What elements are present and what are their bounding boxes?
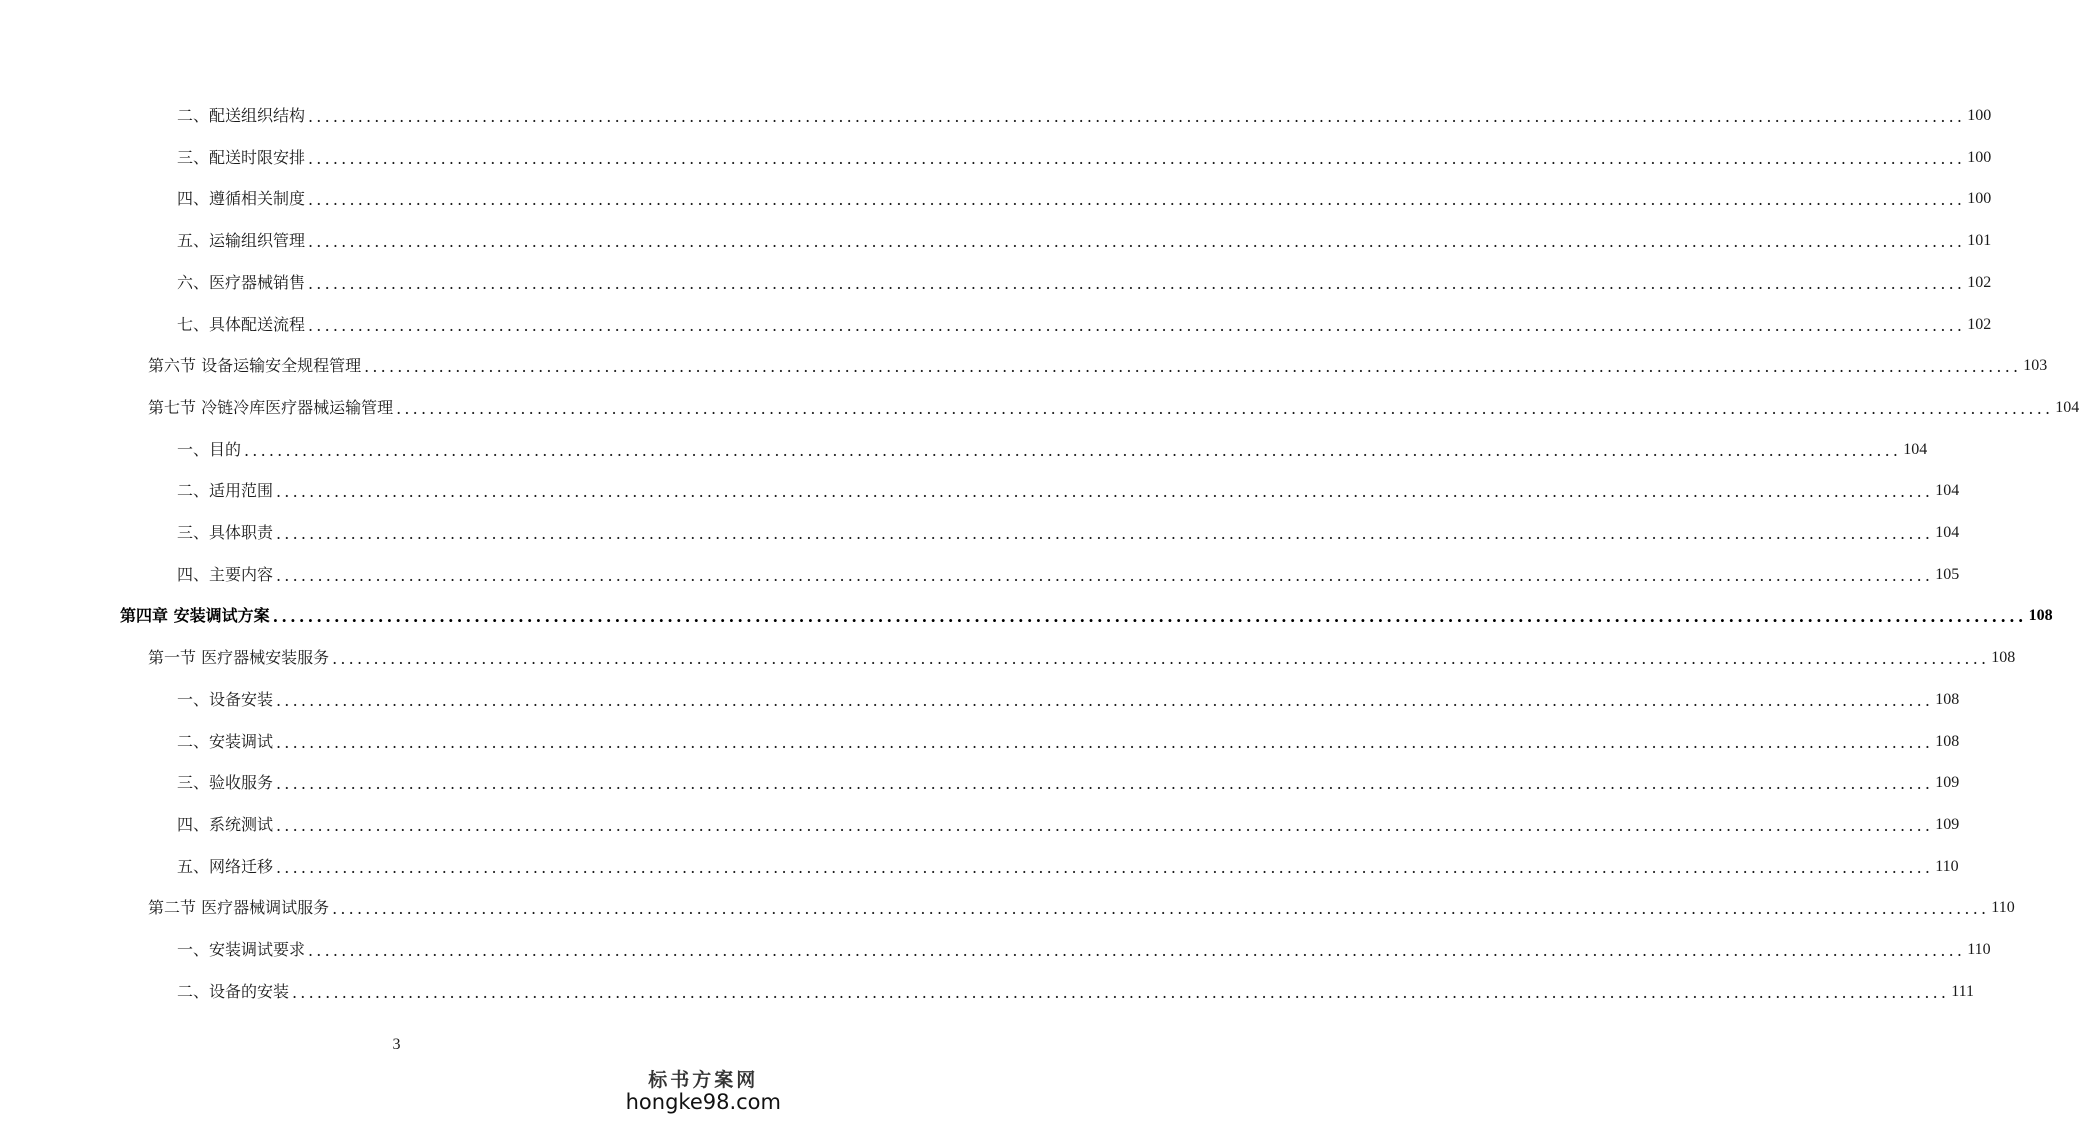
toc-dot-leader: ........................................................................................................................................................................................................ [308,273,1966,293]
toc-dot-leader: ........................................................................................................................................................................................................ [308,315,1966,335]
toc-entry-title: 第一节 医疗器械安装服务 [148,648,330,668]
toc-entry-item [177,851,1959,877]
toc-entry-page: 108 [1991,649,2016,667]
toc-dot-leader: ........................................................................................................................................................................................................ [364,357,2022,377]
toc-entry-section [148,392,2079,418]
page-number: 3 [392,1036,401,1053]
toc-entry-title: 三、具体职责 [177,523,274,542]
toc-entry-page: 109 [1935,815,1960,833]
toc-entry-title: 七、具体配送流程 [177,314,306,334]
toc-entry-page: 104 [1935,524,1960,541]
toc-entry-item [177,142,1992,168]
toc-dot-leader: ........................................................................................................................................................................................................ [276,732,1934,752]
toc-entry-title: 第四章 安装调试方案 [120,606,270,626]
toc-entry-item [177,684,1960,710]
watermark-url: hongke98.com [625,1090,781,1114]
toc-dot-leader: ........................................................................................................................................................................................................ [276,482,1934,502]
watermark-site-name: 标书方案网 [648,1069,759,1091]
toc-entry-page: 110 [1935,857,1959,875]
toc-dot-leader: ........................................................................................................................................................................................................ [332,649,1990,669]
toc-entry-title: 一、设备安装 [177,689,274,709]
toc-dot-leader: ........................................................................................................................................................................................................ [276,565,1934,585]
toc-entry-page: 108 [1935,690,1960,708]
toc-entry-item [177,225,1992,252]
toc-entry-title: 二、配送组织结构 [177,106,306,125]
toc-entry-item [177,267,1992,293]
toc-dot-leader: ........................................................................................................................................................................................................ [276,815,1934,835]
toc-entry-item [177,726,1960,752]
toc-entry-title: 第六节 设备运输安全规程管理 [148,356,362,376]
toc-dot-leader: ........................................................................................................................................................................................................ [332,899,1990,919]
toc-dot-leader: ........................................................................................................................................................................................................ [396,398,2054,418]
toc-dot-leader: ........................................................................................................................................................................................................ [276,690,1934,710]
toc-entry-page: 104 [1935,482,1960,500]
toc-entry-page: 104 [1903,440,1928,458]
toc-entry-item [177,517,1960,543]
toc-entry-item [177,434,1928,460]
toc-entry-page: 104 [2055,398,2079,416]
toc-entry-section [148,642,2016,669]
toc-entry-title: 四、主要内容 [177,564,274,584]
toc-entry-item [177,309,1992,335]
toc-entry-item [177,934,1991,960]
toc-entry-item [177,767,1960,794]
toc-entry-page: 102 [1967,273,1992,291]
toc-entry-page: 109 [1935,774,1960,792]
toc-entry-page: 100 [1967,148,1992,166]
toc-entry-title: 三、验收服务 [177,773,274,793]
toc-entry-page: 110 [1967,941,1991,958]
toc-entry-page: 102 [1967,315,1992,333]
toc-dot-leader: ........................................................................................................................................................................................................ [276,774,1934,794]
toc-entry-item [177,475,1960,502]
toc-entry-title: 四、遵循相关制度 [177,189,306,209]
toc-entry-title: 三、配送时限安排 [177,147,306,167]
toc-entry-item [177,100,1992,126]
toc-entry-title: 第二节 医疗器械调试服务 [148,898,330,918]
toc-entry-title: 一、目的 [177,439,242,459]
toc-dot-leader: ........................................................................................................................................................................................................ [308,232,1966,252]
toc-dot-leader: ........................................................................................................................................................................................................ [308,941,1966,960]
toc-entry-page: 103 [2023,357,2048,375]
toc-entry-page: 108 [1935,732,1960,750]
toc-entry-page: 111 [1951,982,1975,1000]
toc-dot-leader: ........................................................................................................................................................................................................ [308,107,1966,126]
toc-dot-leader: ........................................................................................................................................................................................................ [276,524,1934,543]
toc-entry-page: 101 [1967,232,1992,250]
toc-entry-section [148,350,2048,377]
toc-entry-item [177,559,1960,585]
toc-entry-title: 第七节 冷链冷库医疗器械运输管理 [148,397,394,417]
toc-entry-title: 四、系统测试 [177,814,274,834]
toc-entry-title: 六、医疗器械销售 [177,272,306,292]
toc-entry-page: 110 [1991,899,2015,917]
toc-dot-leader: ........................................................................................................................................................................................................ [308,148,1966,168]
toc-entry-item [177,976,1975,1002]
toc-dot-leader: ........................................................................................................................................................................................................ [276,857,1934,877]
toc-entry-item [177,183,1992,210]
toc-entry-item [177,809,1960,835]
toc-dot-leader: ........................................................................................................................................................................................................ [292,982,1950,1002]
toc-entry-page: 100 [1967,190,1992,208]
toc-entry-page: 108 [2028,607,2053,625]
toc-dot-leader: ........................................................................................................................................................................................................ [244,440,1902,460]
toc-dot-leader: ........................................................................................................................................................................................................ [308,190,1966,210]
watermark [626,1065,781,1114]
toc-dot-leader: ........................................................................................................................................................................................................ [272,607,2027,627]
toc-entry-title: 二、安装调试 [177,731,274,751]
toc-entry-title: 一、安装调试要求 [177,940,306,959]
toc-entry-chapter [120,600,2053,627]
toc-entry-page: 105 [1935,565,1960,583]
toc-entry-page: 100 [1967,107,1992,124]
toc-entry-title: 二、适用范围 [177,481,274,501]
toc-entry-section [148,892,2015,919]
toc-entry-title: 二、设备的安装 [177,981,290,1001]
toc-entry-title: 五、运输组织管理 [177,231,306,251]
toc-entry-title: 五、网络迁移 [177,856,274,876]
